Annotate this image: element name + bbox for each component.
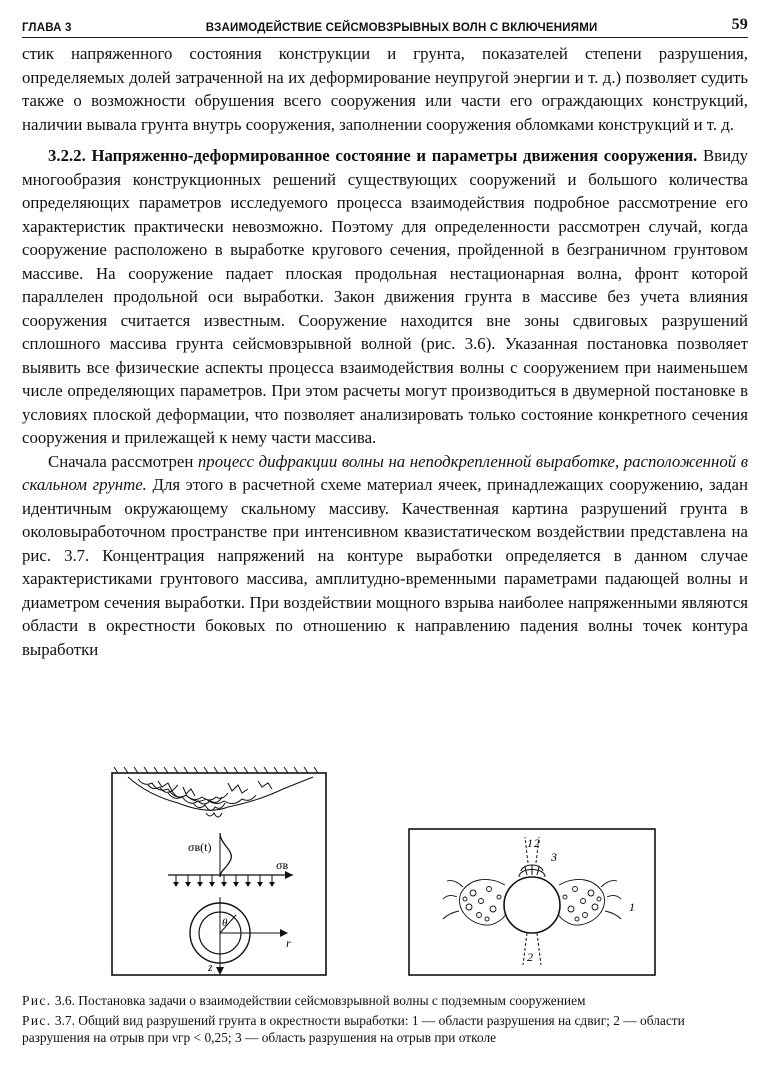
crater-crush-zone <box>128 777 313 817</box>
figures-area <box>0 765 768 985</box>
tunnel-circle <box>504 877 560 933</box>
figure-3-6 <box>108 765 330 977</box>
caption-fig-3-7-prefix: Рис. <box>22 1013 52 1028</box>
label-2-top: 2 <box>534 836 540 850</box>
page-body <box>22 42 748 661</box>
figure-captions <box>22 992 748 1049</box>
section-paragraph <box>22 144 748 450</box>
caption-fig-3-7-text: 3.7. Общий вид разрушений грунта в окрестности выработки: 1 — области разрушения на сдвиг; 2 — области разрушения на отрыв при νгр < 0,25; 3 — область разрушения на отрыв при отколе <box>22 1013 685 1045</box>
section-heading: 3.2.2. Напряженно-деформированное состояние и параметры движения сооружения. <box>48 146 698 165</box>
paragraph-diffraction-rest: Для этого в расчетной схеме материал ячеек, принадлежащих сооружению, задан идентичным окружающему скальному массиву. Качественная картина разрушений грунта в околовыработочном пространстве при интенсивном квазистатическом воздействии представлена на рис. 3.7. Концентрация напряжений на контуре выработки определяется в данном случае характеристиками грунтового массива, амплитудно-временными параметрами падающей волны и диаметром сечения выработки. При воздействии мощного взрыва наиболее напряженными являются области в окрестности боковых по отношению к направлению падения волны точек контура выработки <box>22 475 748 659</box>
shear-zone-left <box>443 879 507 925</box>
ground-surface-hatch <box>112 767 326 773</box>
caption-fig-3-6-text: 3.6. Постановка задачи о взаимодействии сейсмовзрывной волны с подземным сооружением <box>51 993 586 1008</box>
section-text: Ввиду многообразия конструкционных решений существующих сооружений и большого количества определяющих параметров исследуемого процесса взаимодействия подробное рассмотрение его характеристик практически невозможно. Поэтому для определенности рассмотрен случай, когда сооружение расположено в выработке кругового сечения, пройденной в безграничном грунтовом массиве. На сооружение падает плоская продольная нестационарная волна, фронт которой параллелен продольной оси выработки. Закон движения грунта в массиве без учета влияния сооружения считается известным. Сооружение находится вне зоны сдвиговых разрушений сплошного массива грунта сейсмовзрывной волной (рис. 3.6). Указанная постановка позволяет выявить все физические аспекты процесса взаимодействия волны с сооружением при наименьшем числе определяющих параметров. При этом расчеты могут производиться в двумерной постановке в условиях плоской деформации, что позволяет анализировать только состояние конкретного сечения сооружения и прилежащей к нему части массива. <box>22 146 748 447</box>
paragraph-diffraction-italic: процесс дифракции волны на неподкрепленной выработке, расположенной в скальном грунте. <box>22 451 748 494</box>
sigma-label: σв <box>276 858 289 872</box>
page-number: 59 <box>731 16 748 33</box>
label-2-bottom: 2 <box>527 950 533 964</box>
wave-front-arrowhead <box>285 871 293 879</box>
label-1-top: 1 <box>527 836 533 850</box>
caption-fig-3-7 <box>22 1012 748 1046</box>
running-title: ВЗАИМОДЕЙСТВИЕ СЕЙСМОВЗРЫВНЫХ ВОЛН С ВКЛЮЧЕНИЯМИ <box>205 22 598 34</box>
theta-label: θ <box>222 917 228 929</box>
r-label: r <box>286 936 291 950</box>
wave-profile-curve <box>220 833 231 877</box>
paragraph-diffraction <box>22 450 748 662</box>
z-label: z <box>208 960 213 974</box>
figure-3-7 <box>407 827 657 977</box>
sigma-t-label: σв(t) <box>188 840 212 854</box>
caption-fig-3-6 <box>22 992 748 1009</box>
spall-zone-top <box>519 865 545 877</box>
load-arrowheads <box>173 882 275 887</box>
paragraph-continued: стик напряженного состояния конструкции и грунта, показателей степени разрушения, определяемых долей затраченной на их деформирование неупругой энергии и т. д.) позволяет судить также о возможности обрушения всего сооружения или части его ограждающих конструкций, наличии вывала грунта внутрь сооружения, заполнении сооружения обломками конструкций и т. д. <box>22 44 748 134</box>
label-3: 3 <box>551 850 557 864</box>
chapter-label: ГЛАВА 3 <box>22 22 72 34</box>
caption-fig-3-6-prefix: Рис. <box>22 993 52 1008</box>
label-1: 1 <box>629 900 635 914</box>
vertical-axis-arrowhead <box>216 967 224 975</box>
shear-zone-right <box>557 879 621 925</box>
paragraph-diffraction-start: Сначала рассмотрен <box>48 451 198 471</box>
page-header <box>22 8 748 38</box>
